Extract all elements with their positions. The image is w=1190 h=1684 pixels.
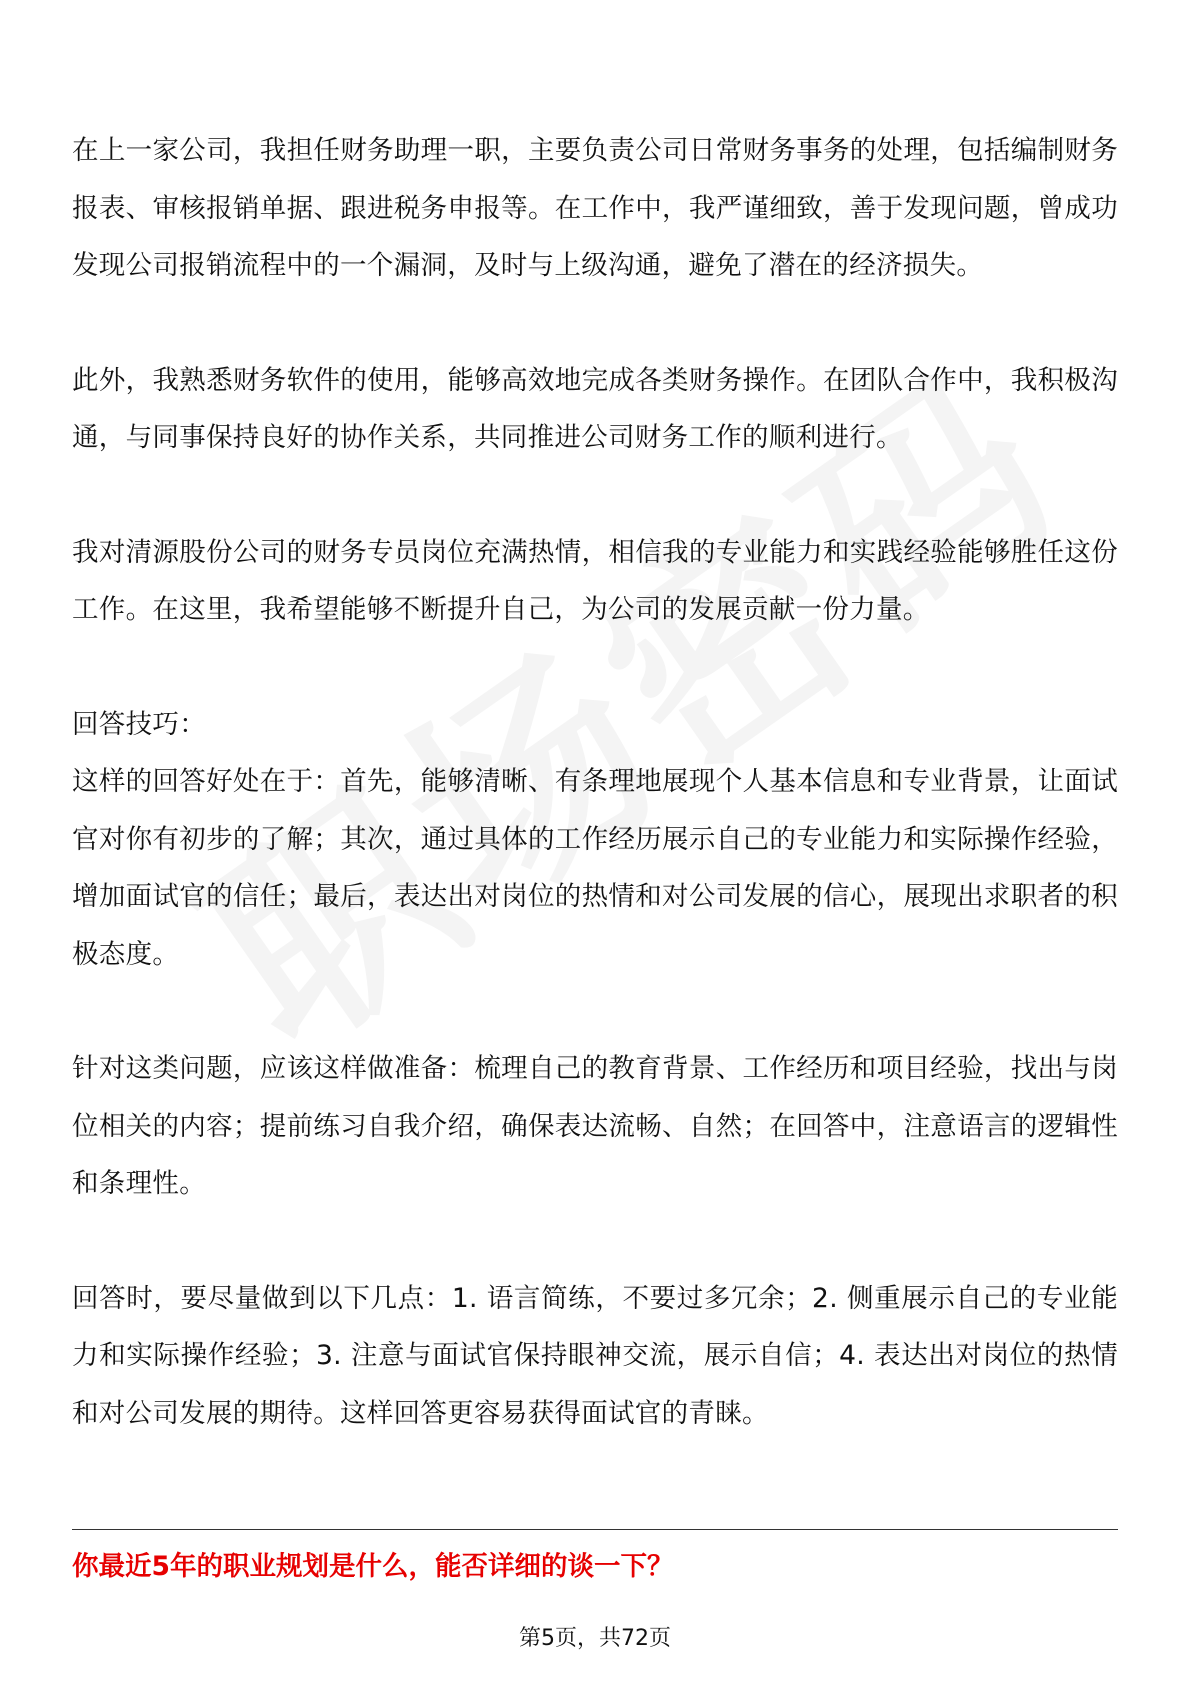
section-divider: [72, 1529, 1118, 1530]
paragraph-experience: 在上一家公司，我担任财务助理一职，主要负责公司日常财务事务的处理，包括编制财务报表、审核报销单据、跟进税务申报等。在工作中，我严谨细致，善于发现问题，曾成功发现公司报销流程中的一个漏洞，及时与上级沟通，避免了潜在的经济损失。: [72, 135, 1118, 281]
answer-content: [72, 122, 1118, 1499]
paragraph-tips: 这样的回答好处在于：首先，能够清晰、有条理地展现个人基本信息和专业背景，让面试官对你有初步的了解；其次，通过具体的工作经历展示自己的专业能力和实际操作经验，增加面试官的信任；最后，表达出对岗位的热情和对公司发展的信心，展现出求职者的积极态度。: [72, 766, 1118, 970]
paragraph-preparation: 针对这类问题，应该这样做准备：梳理自己的教育背景、工作经历和项目经验，找出与岗位相关的内容；提前练习自我介绍，确保表达流畅、自然；在回答中，注意语言的逻辑性和条理性。: [72, 1053, 1118, 1199]
tips-heading: 回答技巧：: [72, 708, 206, 740]
paragraph-skills: 此外，我熟悉财务软件的使用，能够高效地完成各类财务操作。在团队合作中，我积极沟通，与同事保持良好的协作关系，共同推进公司财务工作的顺利进行。: [72, 364, 1118, 453]
page-number: 第5页，共72页: [519, 1626, 671, 1651]
paragraph-motivation: 我对清源股份公司的财务专员岗位充满热情，相信我的专业能力和实践经验能够胜任这份工作。在这里，我希望能够不断提升自己，为公司的发展贡献一份力量。: [72, 536, 1118, 625]
next-question-heading: 你最近5年的职业规划是什么，能否详细的谈一下？: [72, 1551, 674, 1582]
paragraph-key-points: 回答时，要尽量做到以下几点：1. 语言简练，不要过多冗余；2. 侧重展示自己的专业能力和实际操作经验；3. 注意与面试官保持眼神交流，展示自信；4. 表达出对岗位的热情和对公司发展的期待。这样回答更容易获得面试官的青睐。: [72, 1282, 1118, 1429]
